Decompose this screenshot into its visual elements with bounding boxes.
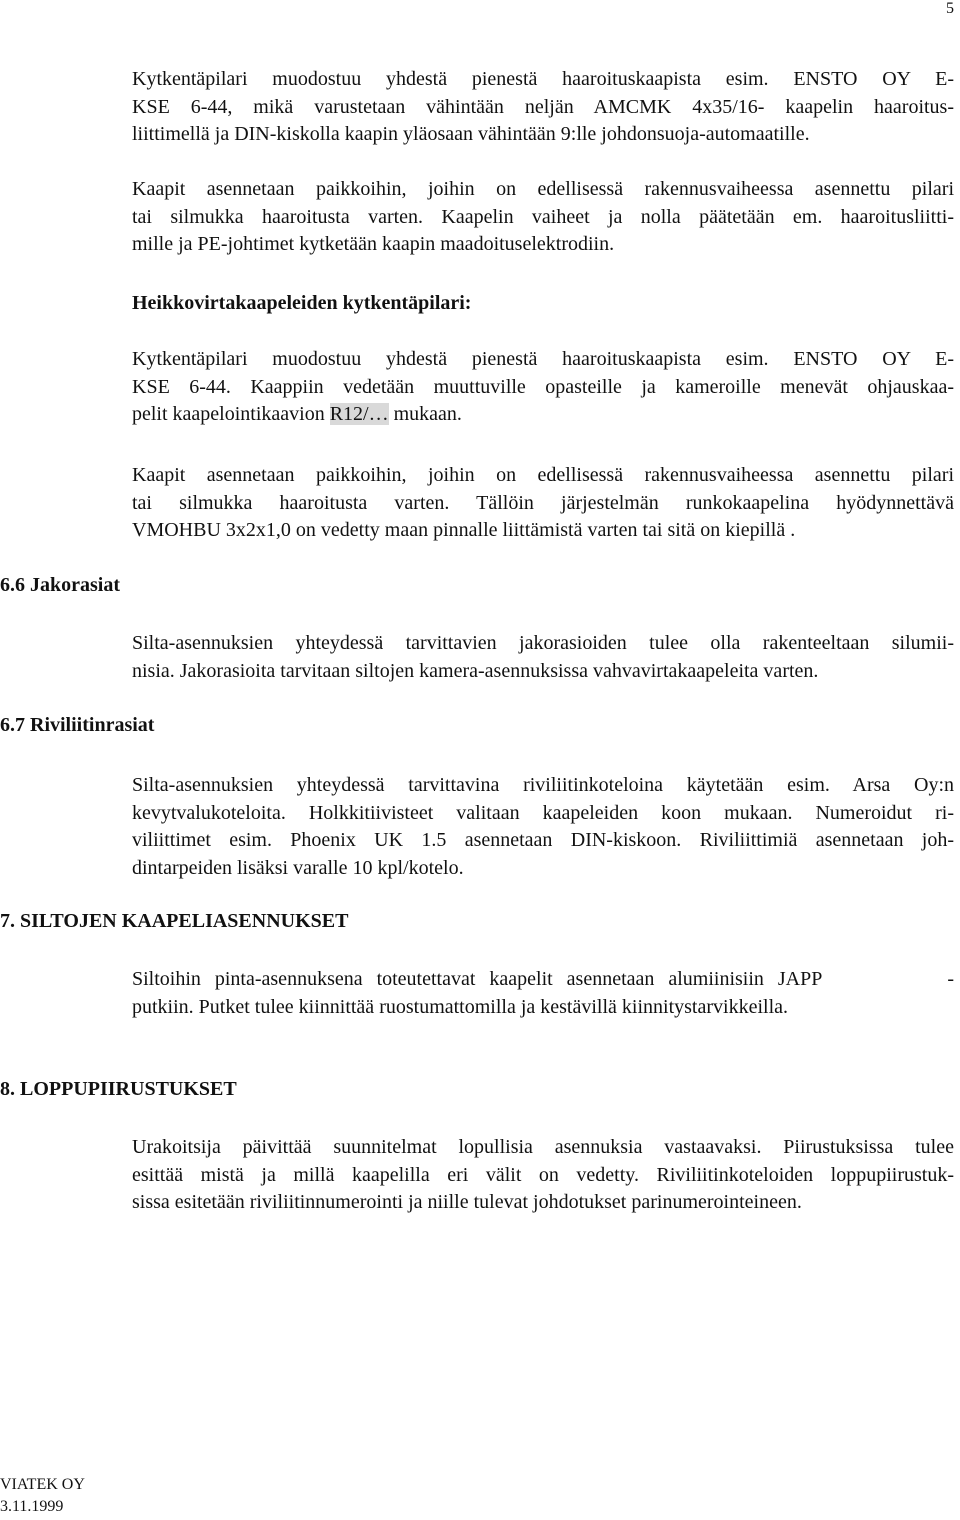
text-line: Urakoitsija päivittää suunnitelmat lopullisia asennuksia vastaavaksi. Piirustuksissa tulee	[132, 1136, 954, 1158]
text-line: Kaapit asennetaan paikkoihin, joihin on edellisessä rakennusvaiheessa asennettu pilari	[132, 178, 954, 200]
subheading-heikkovirta: Heikkovirtakaapeleiden kytkentäpilari:	[132, 292, 472, 314]
text-line: viliittimet esim. Phoenix UK 1.5 asennetaan DIN-kiskoon. Riviliittimiä asennetaan joh-	[132, 829, 954, 851]
footer-company: VIATEK OY	[0, 1476, 85, 1493]
text-line: Silta-asennuksien yhteydessä tarvittavien jakorasioiden tulee olla rakenteeltaan silumii-	[132, 632, 954, 654]
section-heading-6-7: 6.7 Riviliitinrasiat	[0, 714, 155, 736]
paragraph-kytkentapilari	[132, 66, 954, 149]
text-line: Silta-asennuksien yhteydessä tarvittavina riviliitinkoteloina käytetään esim. Arsa Oy:n	[132, 774, 954, 796]
paragraph-riviliitinrasiat	[132, 772, 954, 882]
text-line: tai silmukka haaroitusta varten. Kaapelin vaiheet ja nolla päätetään em. haaroitusliitti-	[132, 205, 954, 228]
footer-date: 3.11.1999	[0, 1498, 64, 1515]
footer	[0, 1474, 85, 1518]
text-line: dintarpeiden lisäksi varalle 10 kpl/kotelo.	[132, 856, 464, 879]
text-line: Siltoihin pinta-asennuksena toteutettavat kaapelit asennetaan alumiinisiin JAPP -	[132, 968, 954, 990]
text-line: KSE 6-44. Kaappiin vedetään muuttuville opasteille ja kameroille menevät ohjauskaa-	[132, 375, 954, 398]
text-line: esittää mistä ja millä kaapelilla eri välit on vedetty. Riviliitinkoteloiden loppupiirustuk-	[132, 1163, 954, 1186]
text-line	[132, 401, 954, 429]
text-fragment: pelit kaapelointikaavion	[132, 403, 330, 425]
text-line: kevytvalukoteloita. Holkkitiivisteet valitaan kaapeleiden koon mukaan. Numeroidut ri-	[132, 801, 954, 824]
text-line: KSE 6-44, mikä varustetaan vähintään neljän AMCMK 4x35/16- kaapelin haaroitus-	[132, 95, 954, 118]
paragraph-kaapit-asennetaan	[132, 176, 954, 259]
paragraph-heikkovirta-pilari	[132, 346, 954, 429]
text-line: Kytkentäpilari muodostuu yhdestä pienestä haaroituskaapista esim. ENSTO OY E-	[132, 348, 954, 370]
text-line: liittimellä ja DIN-kiskolla kaapin yläosaan vähintään 9:lle johdonsuoja-automaatille.	[132, 123, 810, 145]
section-heading-8: 8. LOPPUPIIRUSTUKSET	[0, 1078, 237, 1100]
text-line: Kytkentäpilari muodostuu yhdestä pienestä haaroituskaapista esim. ENSTO OY E-	[132, 68, 954, 90]
section-heading-6-6: 6.6 Jakorasiat	[0, 574, 120, 596]
highlighted-reference: R12/…	[329, 403, 389, 425]
paragraph-runkokaapeli	[132, 462, 954, 545]
paragraph-loppupiirustukset	[132, 1134, 954, 1217]
text-line: putkiin. Putket tulee kiinnittää ruostumattomilla ja kestävillä kiinnitystarvikkeilla.	[132, 995, 788, 1018]
text-line: tai silmukka haaroitusta varten. Tällöin järjestelmän runkokaapelina hyödynnettävä	[132, 491, 954, 514]
paragraph-siltojen-kaapeliasennukset	[132, 966, 954, 1021]
text-fragment: mukaan.	[388, 403, 462, 425]
section-heading-7: 7. SILTOJEN KAAPELIASENNUKSET	[0, 910, 349, 932]
page-number: 5	[946, 0, 954, 17]
text-line: VMOHBU 3x2x1,0 on vedetty maan pinnalle liittämistä varten tai sitä on kiepillä .	[132, 519, 796, 541]
text-line: sissa esitetään riviliitinnumerointi ja niille tulevat johdotukset parinumerointeineen.	[132, 1191, 802, 1213]
text-line: mille ja PE-johtimet kytketään kaapin maadoituselektrodiin.	[132, 233, 615, 255]
text-line: nisia. Jakorasioita tarvitaan siltojen kamera-asennuksissa vahvavirtakaapeleita varten.	[132, 659, 819, 682]
paragraph-jakorasiat	[132, 630, 954, 685]
text-line: Kaapit asennetaan paikkoihin, joihin on edellisessä rakennusvaiheessa asennettu pilari	[132, 464, 954, 486]
